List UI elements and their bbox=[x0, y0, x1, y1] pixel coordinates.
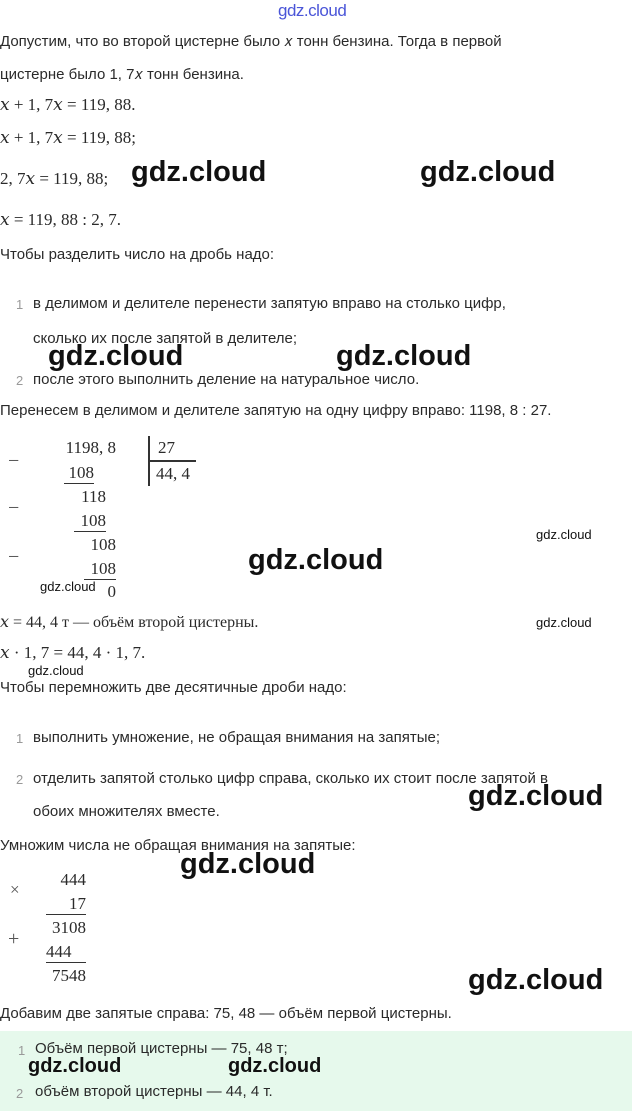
list-item-text: в делимом и делителе перенести запятую вправо на столько цифр, bbox=[33, 295, 506, 312]
watermark: gdz.cloud bbox=[336, 340, 472, 372]
times-sign: × bbox=[10, 880, 20, 899]
division-row: 108 bbox=[74, 511, 106, 532]
intro-line-1: Допустим, что во второй цистерне было 𝑥 тонн бензина. Тогда в первой bbox=[0, 33, 502, 50]
list-item-text: выполнить умножение, не обращая внимания на запятые; bbox=[33, 729, 441, 746]
division-row: 118 bbox=[81, 487, 106, 506]
mult-equation: 𝑥 · 1, 7 = 44, 4 · 1, 7. bbox=[0, 643, 146, 662]
division-row: 108 bbox=[90, 535, 116, 554]
watermark: gdz.cloud bbox=[536, 527, 592, 542]
result-second-tank: 𝑥 = 44, 4 т — объём второй цистерны. bbox=[0, 614, 259, 631]
answer-item: объём второй цистерны — 44, 4 т. bbox=[35, 1083, 273, 1100]
watermark: gdz.cloud bbox=[536, 615, 592, 630]
mult-row: 444 bbox=[46, 942, 86, 963]
list-item-text: обоих множителях вместе. bbox=[33, 803, 220, 820]
division-rule-heading: Чтобы разделить число на дробь надо: bbox=[0, 246, 275, 263]
answer-number: 1 bbox=[18, 1043, 26, 1058]
division-remainder: 0 bbox=[107, 582, 116, 601]
list-item-text: сколько их после запятой в делителе; bbox=[33, 330, 298, 347]
equation-4: 𝑥 = 119, 88 : 2, 7. bbox=[0, 210, 122, 229]
plus-sign: + bbox=[8, 928, 20, 950]
mult-row: 17 bbox=[46, 894, 86, 915]
divisor: 27 bbox=[158, 438, 175, 457]
list-item-text: после этого выполнить деление на натуральное число. bbox=[33, 371, 420, 388]
minus-sign: − bbox=[8, 497, 20, 519]
equation-3: 2, 7𝑥 = 119, 88; bbox=[0, 169, 109, 188]
equation-1: 𝑥 + 1, 7𝑥 = 119, 88. bbox=[0, 95, 136, 114]
watermark: gdz.cloud bbox=[131, 156, 267, 188]
answer-number: 2 bbox=[16, 1086, 24, 1101]
watermark: gdz.cloud bbox=[468, 964, 604, 996]
commas-text: Добавим две запятые справа: 75, 48 — объём первой цистерны. bbox=[0, 1005, 452, 1022]
minus-sign: − bbox=[8, 450, 20, 472]
minus-sign: − bbox=[8, 546, 20, 568]
list-number: 2 bbox=[16, 772, 24, 787]
watermark: gdz.cloud bbox=[180, 848, 316, 880]
watermark: gdz.cloud bbox=[40, 579, 96, 594]
watermark: gdz.cloud bbox=[248, 544, 384, 576]
mult-row: 444 bbox=[60, 870, 86, 889]
watermark: gdz.cloud bbox=[468, 780, 604, 812]
list-number: 1 bbox=[16, 731, 24, 746]
list-number: 1 bbox=[16, 297, 24, 312]
intro-line-2: цистерне было 1, 7𝑥 тонн бензина. bbox=[0, 66, 244, 83]
mult-result: 7548 bbox=[52, 966, 86, 985]
quotient: 44, 4 bbox=[156, 464, 190, 483]
watermark: gdz.cloud bbox=[228, 1055, 322, 1077]
mult-text: Умножим числа не обращая внимания на запятые: bbox=[0, 837, 356, 854]
list-number: 2 bbox=[16, 373, 24, 388]
mult-rule-heading: Чтобы перемножить две десятичные дроби надо: bbox=[0, 679, 347, 696]
dividend: 1198, 8 bbox=[65, 438, 116, 457]
watermark-top: gdz.cloud bbox=[278, 1, 347, 20]
equation-2: 𝑥 + 1, 7𝑥 = 119, 88; bbox=[0, 128, 136, 147]
mult-row: 3108 bbox=[52, 918, 86, 937]
answer-item: Объём первой цистерны — 75, 48 т; bbox=[35, 1040, 288, 1057]
watermark: gdz.cloud bbox=[28, 1055, 122, 1077]
watermark: gdz.cloud bbox=[420, 156, 556, 188]
division-bracket-horizontal bbox=[150, 460, 196, 462]
list-item-text: отделить запятой столько цифр справа, сколько их стоит после запятой в bbox=[33, 770, 548, 787]
division-row: 108 bbox=[64, 463, 94, 484]
shift-text: Перенесем в делимом и делителе запятую на одну цифру вправо: 1198, 8 : 27. bbox=[0, 402, 552, 419]
watermark: gdz.cloud bbox=[28, 663, 84, 678]
division-row: 108 bbox=[84, 559, 116, 580]
watermark: gdz.cloud bbox=[48, 340, 184, 372]
